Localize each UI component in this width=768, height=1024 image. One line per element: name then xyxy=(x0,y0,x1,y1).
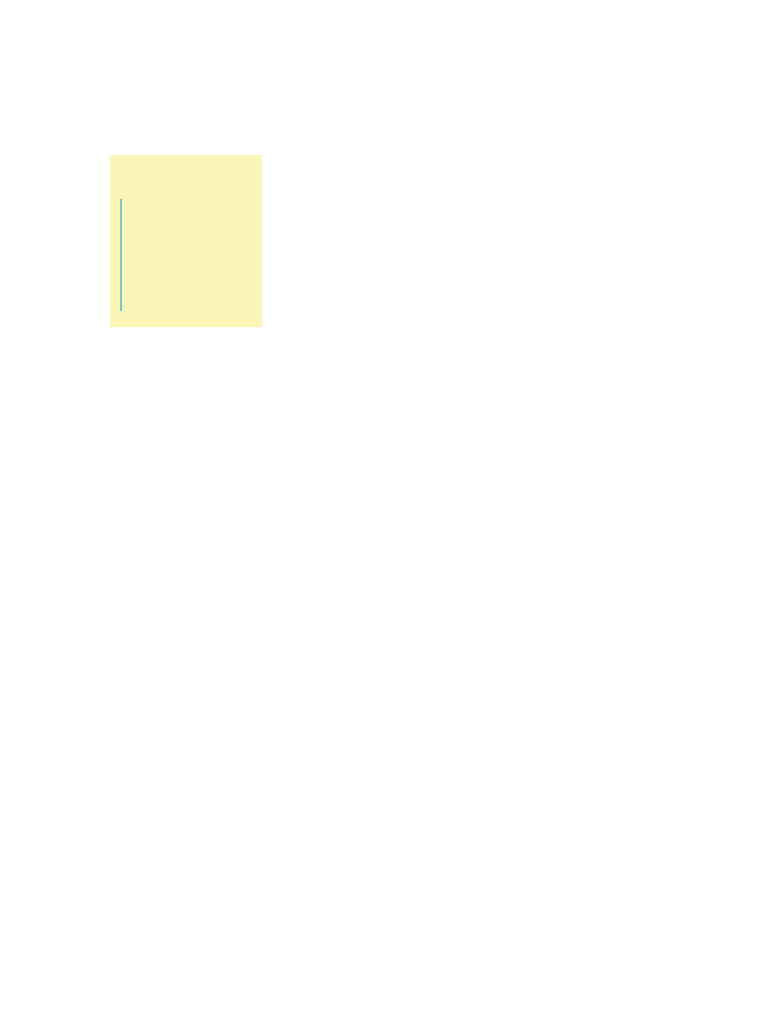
diagram-connector-line xyxy=(120,199,142,311)
document-body xyxy=(110,155,650,371)
ssl-layer-diagram xyxy=(110,155,262,327)
